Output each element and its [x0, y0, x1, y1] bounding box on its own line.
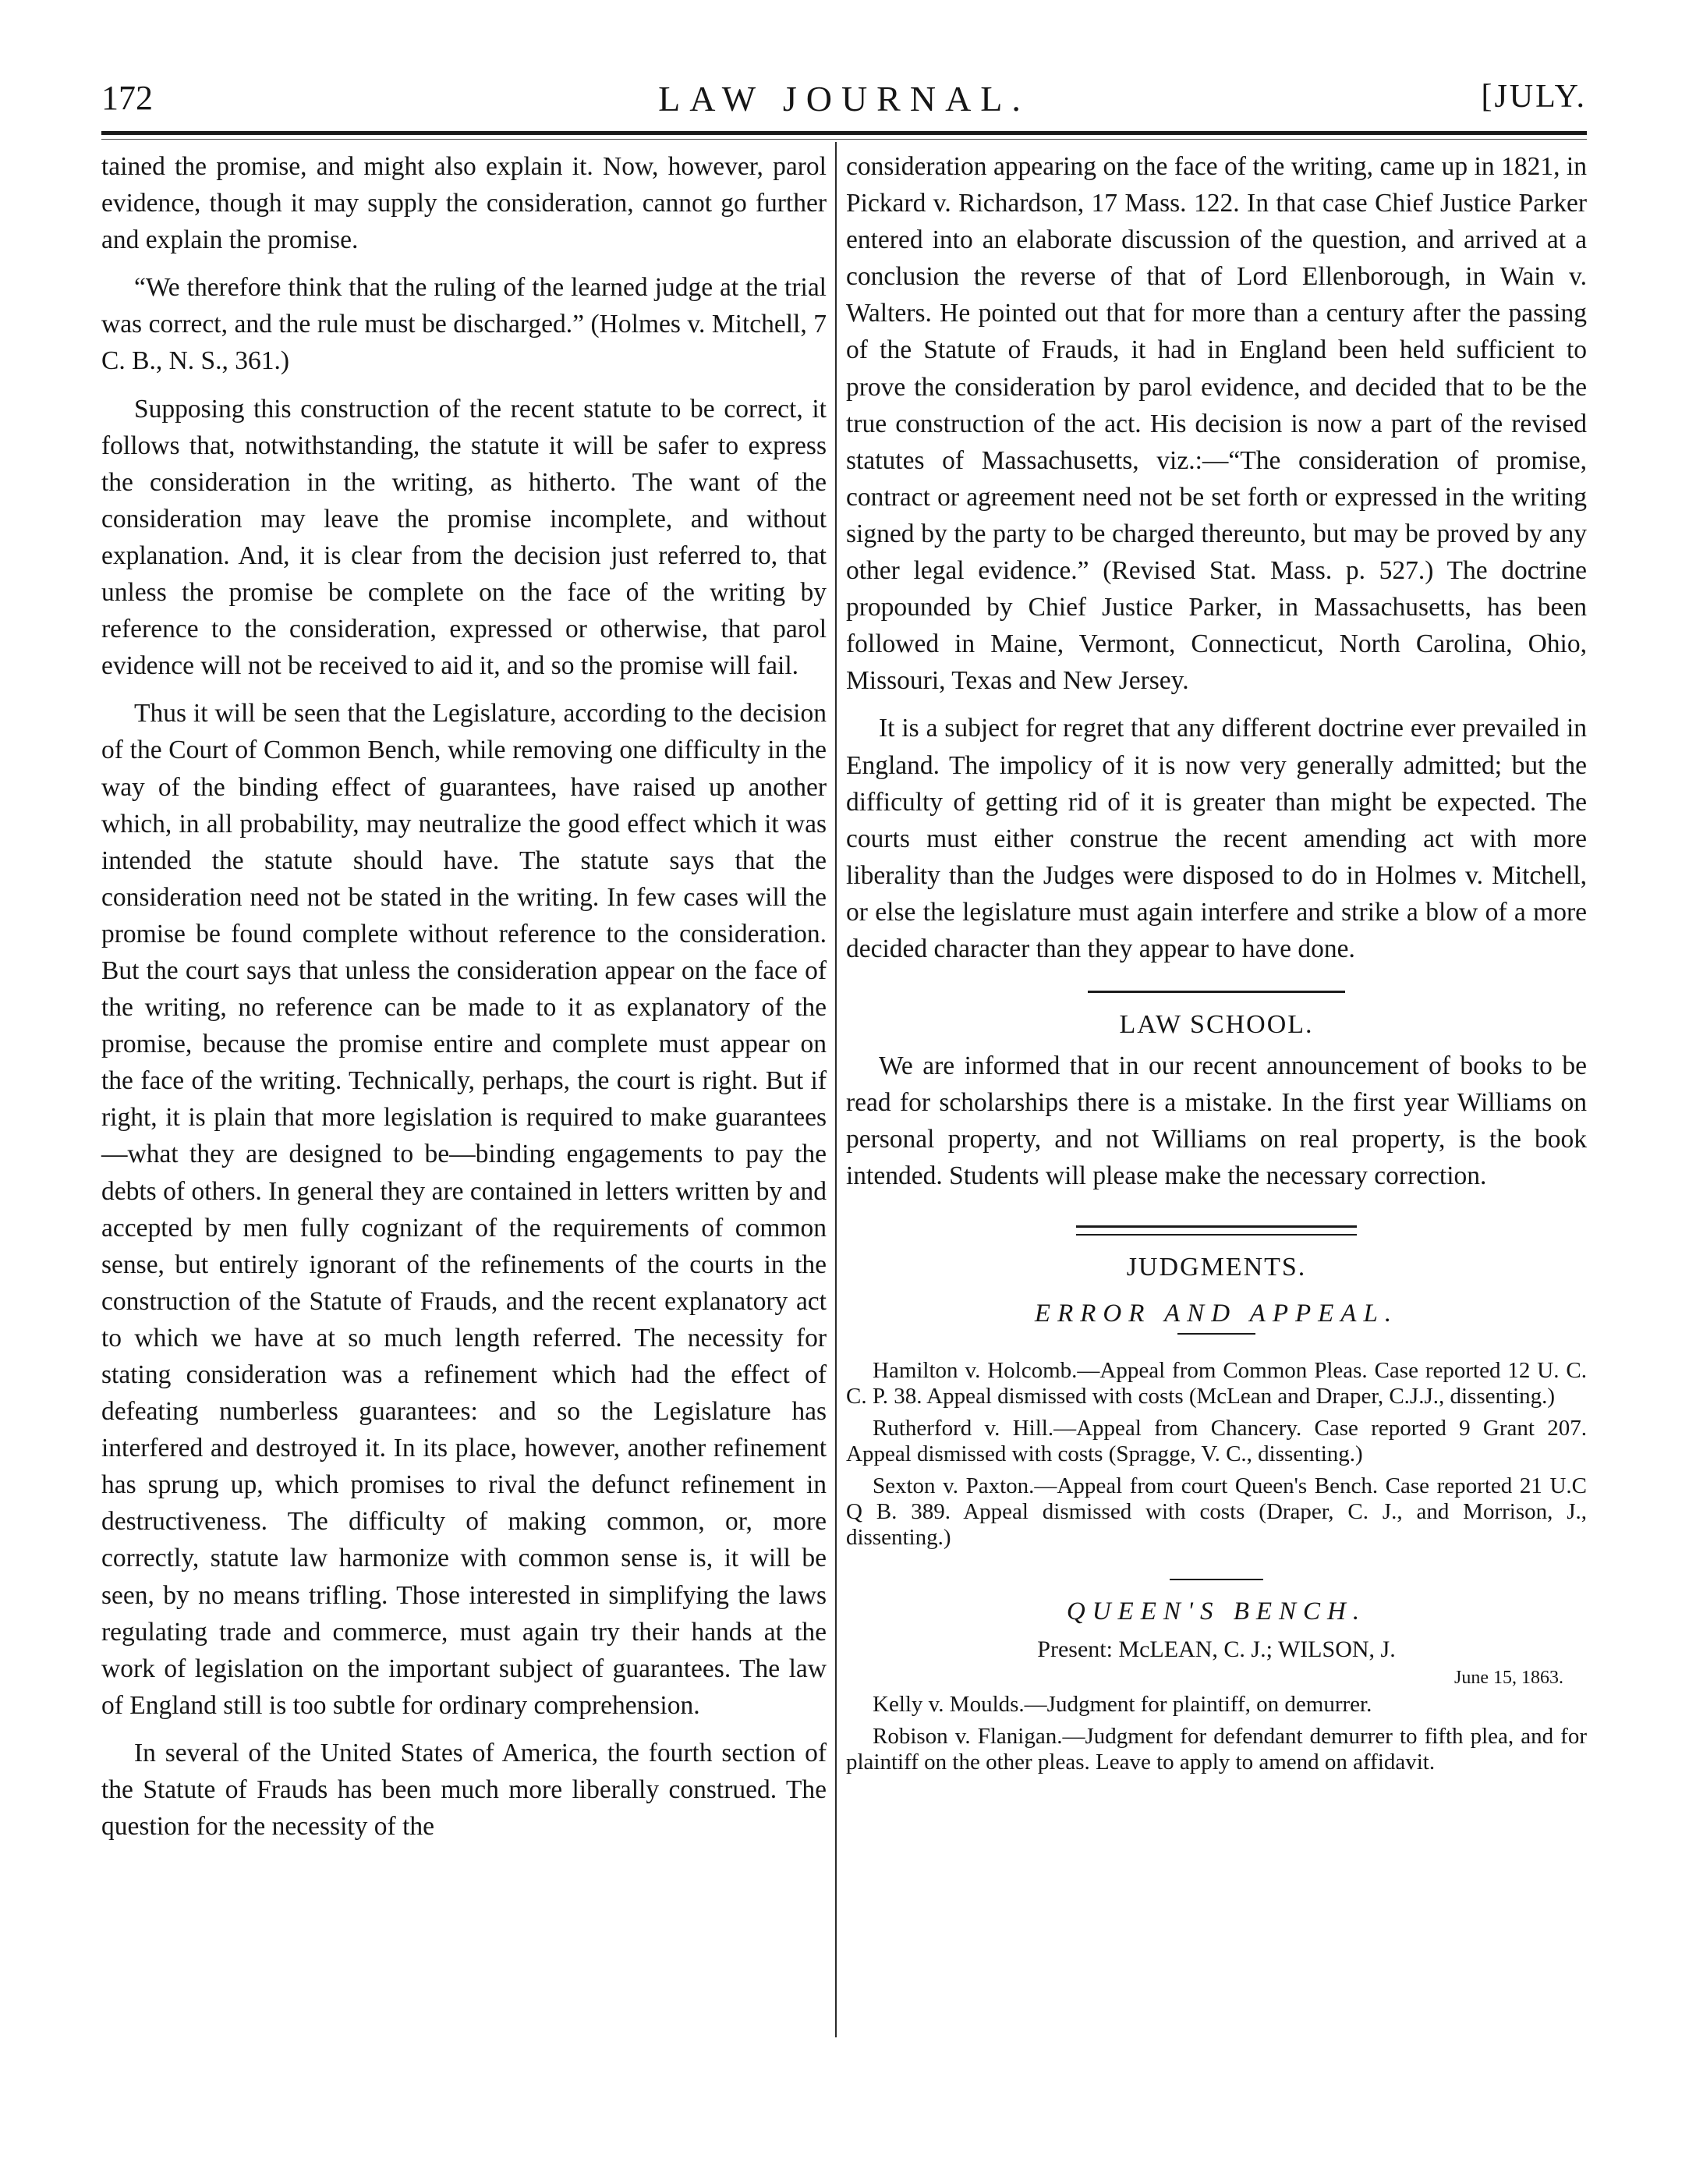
page-number: 172 — [101, 79, 153, 117]
paragraph: In several of the United States of America, the fourth section of the Statute of Frauds has been much more liberally construed. The question for the necessity of the — [101, 1738, 827, 1842]
subsection-heading: QUEEN'S BENCH. — [1066, 1597, 1367, 1626]
judgments-section — [846, 1253, 1587, 1775]
right-column — [846, 148, 1587, 1775]
issue-month: [JULY. — [1481, 79, 1587, 115]
paragraph: consideration appearing on the face of the writing, came up in 1821, in Pickard v. Richardson, 17 Mass. 122. In that case Chief Justice Parker entered into an elaborate discussion of the question, and arrived at a conclusion the reverse of that of Lord Ellenborough, in Wain v. Walters. He pointed out that for more than a century after the passing of the Statute of Frauds, it had in England been held sufficient to prove the consideration by parol evidence, and decided that to be the true construction of the act. His decision is now a part of the revised statutes of Massachusetts, viz.:—“The consideration of promise, contract or agreement need not be set forth or expressed in the writing signed by the party to be charged thereunto, but may be proved by any other legal evidence.” (Revised Stat. Mass. p. 527.) The doctrine propounded by Chief Justice Parker, in Massachusetts, has been followed in Maine, Vermont, Connecticut, North Carolina, Ohio, Missouri, Texas and New Jersey. — [846, 152, 1587, 696]
case-entry: Sexton v. Paxton.—Appeal from court Queen's Bench. Case reported 21 U.C Q B. 389. Appeal dismissed with costs (Draper, C. J., and Morrison, J., dissenting.) — [846, 1473, 1587, 1551]
running-header — [101, 78, 1587, 125]
subsection-rule — [1177, 1333, 1255, 1335]
section-divider — [1088, 991, 1345, 993]
section-heading: JUDGMENTS. — [1126, 1253, 1307, 1282]
paragraph: Supposing this construction of the recent statute to be correct, it follows that, notwithstanding, the statute it will be safer to express the consideration in the writing, as hitherto. The want of the consideration may leave the promise incomplete, and without explanation. And, it is clear from the decision just referred to, that unless the promise be complete on the face of the writing by reference to the consideration, expressed or otherwise, that parol evidence will not be received to aid it, and so the promise will fail. — [101, 394, 827, 681]
subsection-heading: ERROR AND APPEAL. — [1034, 1299, 1399, 1328]
case-entry: Hamilton v. Holcomb.—Appeal from Common Pleas. Case reported 12 U. C. C. P. 38. Appeal dismissed with costs (McLean and Draper, C.J.J., dissenting.) — [846, 1358, 1587, 1409]
law-school-section — [846, 1010, 1587, 1194]
header-rule-thin — [101, 139, 1587, 140]
column-divider — [835, 142, 837, 2037]
case-entry: Rutherford v. Hill.—Appeal from Chancery. Case reported 9 Grant 207. Appeal dismissed with costs (Spragge, V. C., dissenting.) — [846, 1416, 1587, 1467]
case-entry: Robison v. Flanigan.—Judgment for defendant demurrer to fifth plea, and for plaintiff on the other pleas. Leave to apply to amend on affidavit. — [846, 1724, 1587, 1775]
paragraph: We are informed that in our recent announcement of books to be read for scholarships there is a mistake. In the first year Williams on personal property, and not Williams on real property, is the book intended. Students will please make the necessary correction. — [846, 1051, 1587, 1191]
journal-title: LAW JOURNAL. — [658, 79, 1030, 119]
subsection-rule — [1170, 1579, 1263, 1580]
section-heading: LAW SCHOOL. — [1119, 1010, 1314, 1040]
left-column — [101, 148, 827, 1845]
judgment-date: June 15, 1863. — [1454, 1668, 1563, 1689]
paragraph: tained the promise, and might also explain it. Now, however, parol evidence, though it may supply the consideration, cannot go further and explain the promise. — [101, 152, 827, 255]
paragraph: It is a subject for regret that any different doctrine ever prevailed in England. The impolicy of it is now very generally admitted; but the difficulty of getting rid of it is greater than might be expected. The courts must either construe the recent amending act with more liberality than the Judges were disposed to do in Holmes v. Mitchell, or else the legislature must again interfere and strike a blow of a more decided character than they appear to have done. — [846, 714, 1587, 963]
section-divider-double — [1076, 1225, 1357, 1236]
header-rule — [101, 131, 1587, 135]
paragraph: Thus it will be seen that the Legislature, according to the decision of the Court of Common Bench, while removing one difficulty in the way of the binding effect of guarantees, have raised up another which, in all probability, may neutralize the good effect which it was intended the statute should have. The statute says that the consideration need not be stated in the writing. In few cases will the promise be found complete without reference to the consideration. But the court says that unless the consideration appear on the face of the writing, no reference can be made to it as explanatory of the promise, because the promise entire and complete must appear on the face of the writing. Technically, perhaps, the court is right. But if right, it is plain that more legislation is required to make guarantees—what they are designed to be—binding engagements to pay the debts of others. In general they are contained in letters written by and accepted by men fully cognizant of the requirements of common sense, but entirely ignorant of the refinements of the courts in the construction of the Statute of Frauds, and the recent explanatory act to which we have at so much length referred. The necessity for stating consideration was a refinement which had the effect of defeating numberless guarantees: and so the Legislature has interfered and destroyed it. In its place, however, another refinement has sprung up, which promises to rival the defunct refinement in destructiveness. The difficulty of making common, or, more correctly, statute law harmonize with common sense is, it will be seen, by no means trifling. Those interested in simplifying the laws regulating trade and commerce, must again try their hands at the work of legislation on the important subject of guarantees. The law of England still is too subtle for ordinary comprehension. — [101, 699, 827, 1720]
paragraph-quotation: “We therefore think that the ruling of the learned judge at the trial was correct, and the rule must be discharged.” (Holmes v. Mitchell, 7 C. B., N. S., 361.) — [101, 273, 827, 376]
case-entry: Kelly v. Moulds.—Judgment for plaintiff, on demurrer. — [873, 1692, 1372, 1718]
present-judges: Present: McLEAN, C. J.; WILSON, J. — [1037, 1636, 1396, 1663]
